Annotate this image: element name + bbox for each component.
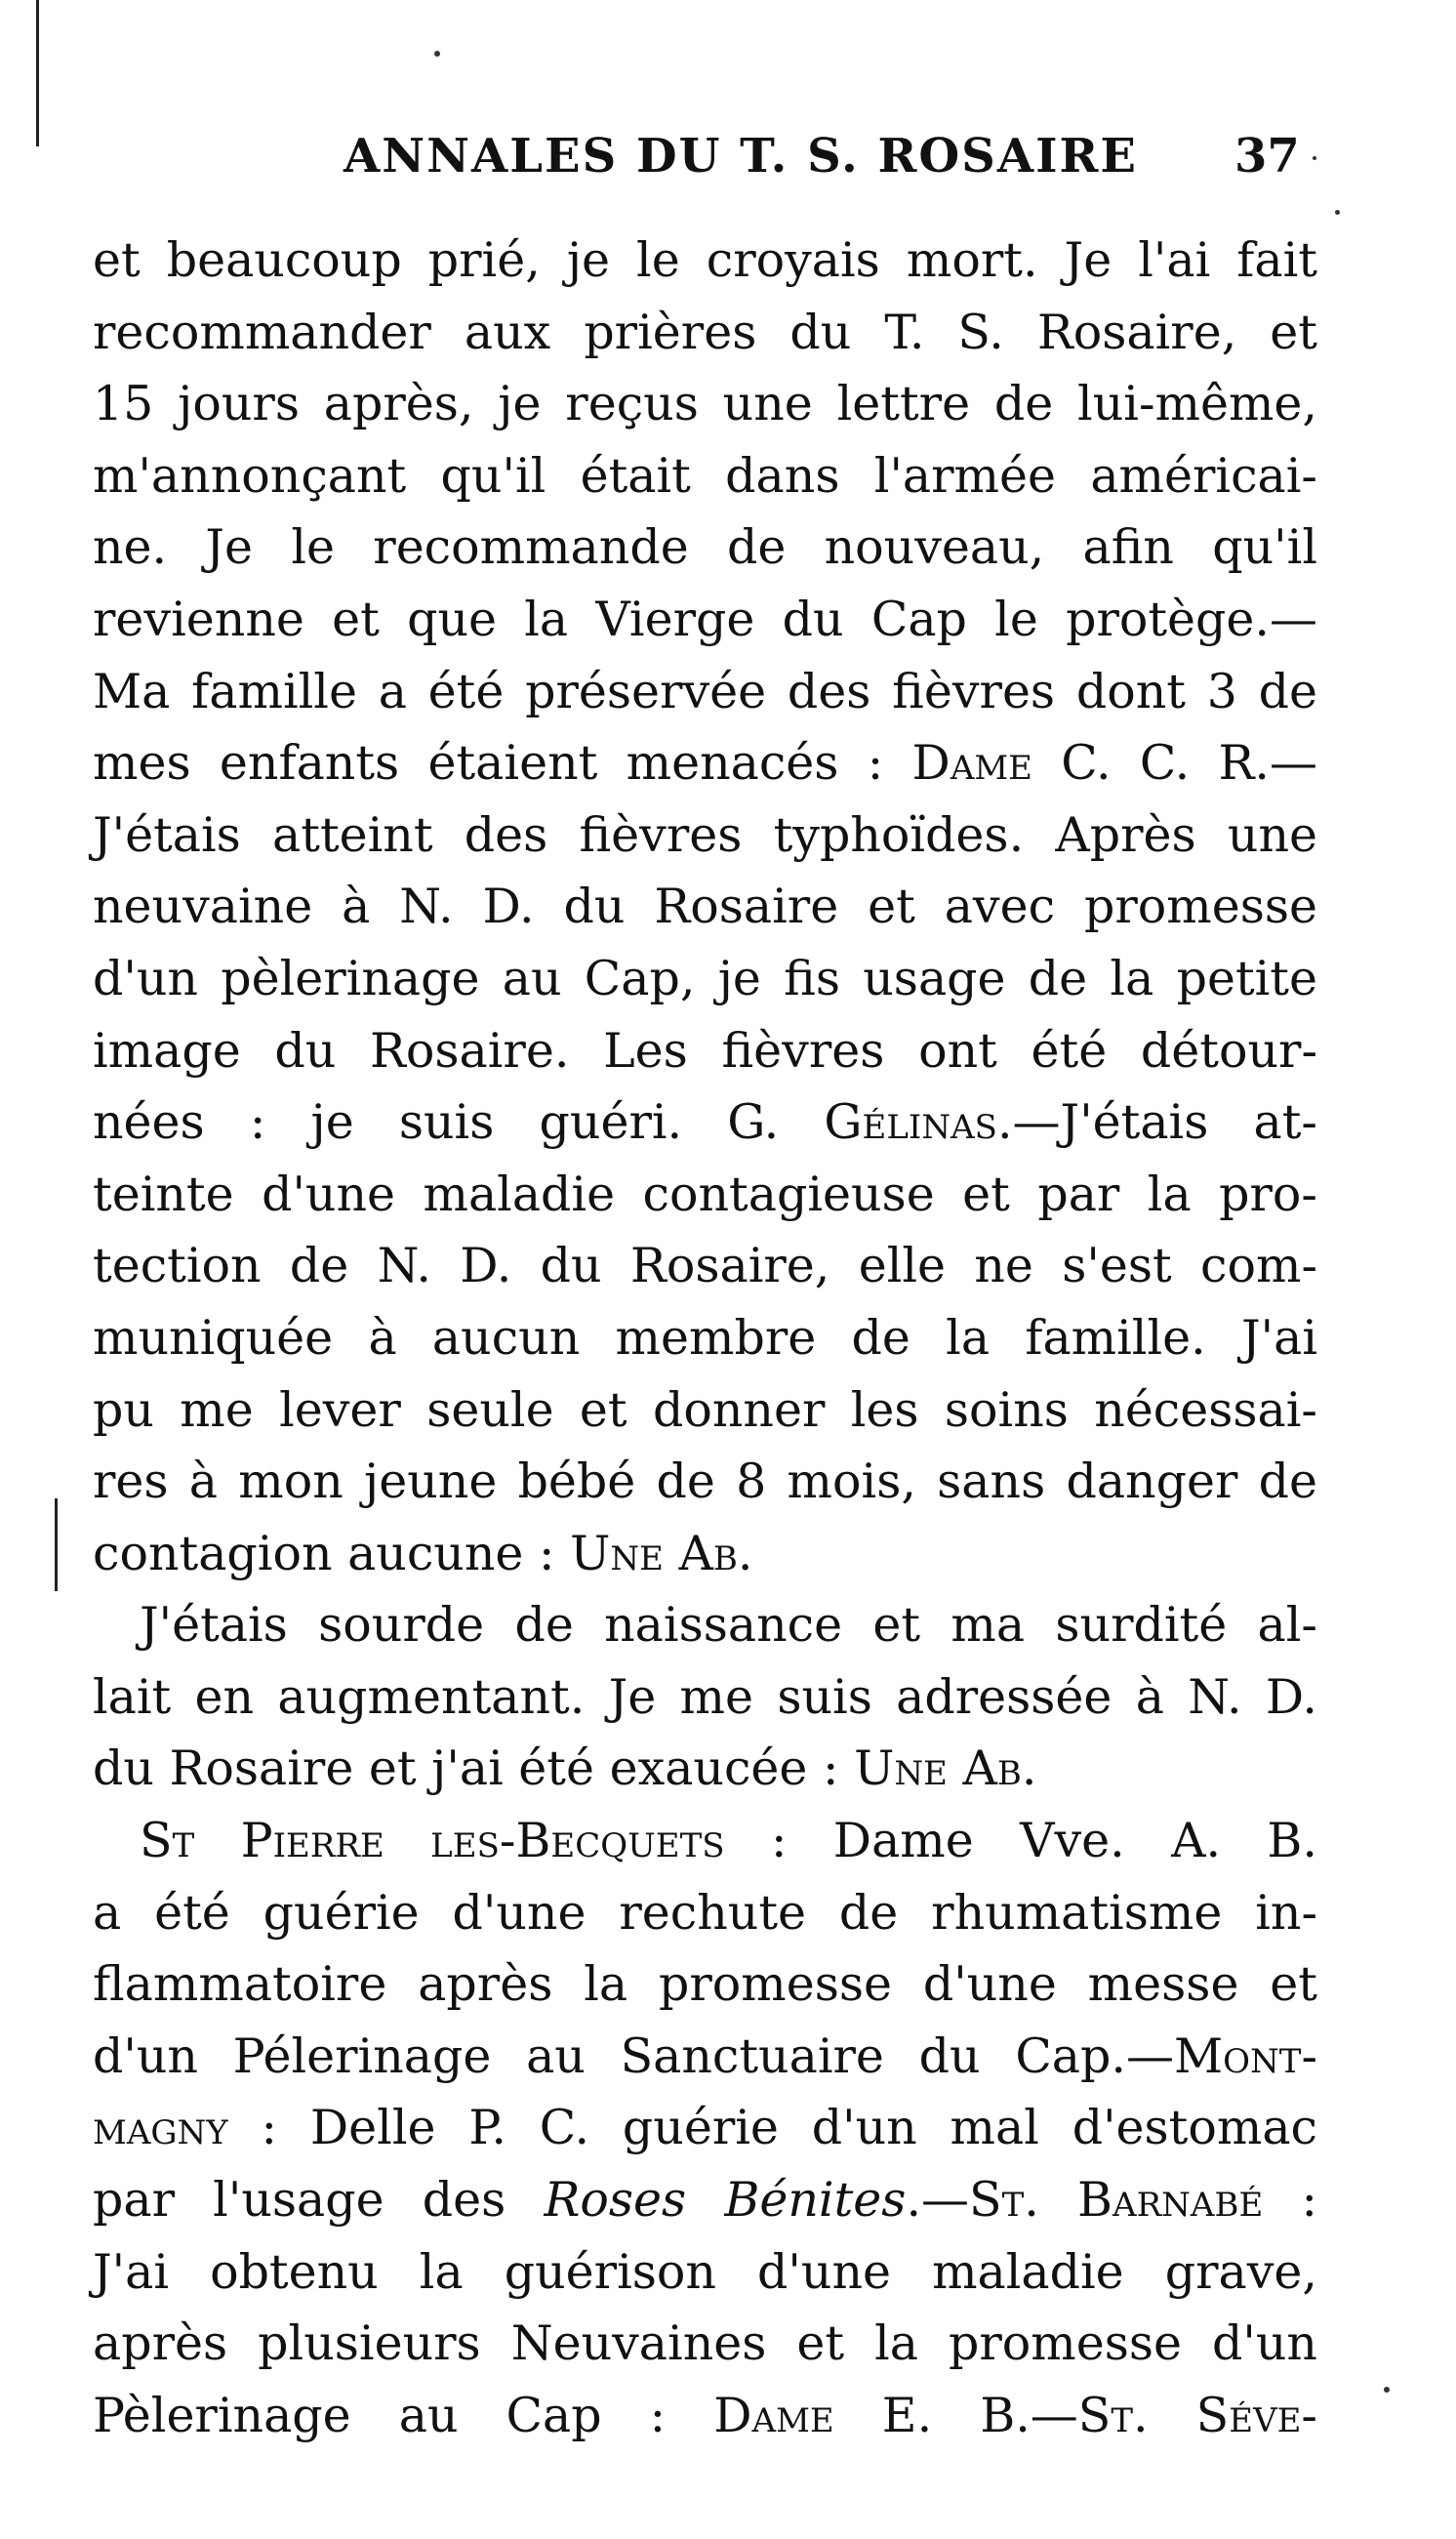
- text-span: image du Rosaire. Les fièvres ont été détour-: [93, 1022, 1317, 1079]
- italic-term: Roses Bénites: [544, 2172, 907, 2229]
- ink-speck: [1384, 2387, 1390, 2393]
- page-number: 37: [1234, 129, 1300, 184]
- text-line: [93, 1015, 1317, 1087]
- text-line: [93, 799, 1317, 872]
- text-span: m'annonçant qu'il était dans l'armée américai-: [93, 447, 1317, 504]
- text-line: [93, 2021, 1317, 2093]
- text-line: [93, 1589, 1317, 1661]
- text-line: [93, 368, 1317, 440]
- text-span: recommander aux prières du T. S. Rosaire, et: [93, 304, 1317, 360]
- place-name: St. Barnabé: [969, 2172, 1264, 2229]
- signature-name: Dame: [911, 735, 1033, 792]
- text-line: [93, 297, 1317, 369]
- text-span: J'ai obtenu la guérison d'une maladie grave,: [93, 2243, 1317, 2300]
- text-span: a été guérie d'une rechute de rhumatisme in-: [93, 1884, 1317, 1941]
- text-span: contagion aucune :: [93, 1525, 571, 1581]
- text-line: [93, 1877, 1317, 1949]
- text-span: .—J'étais at-: [996, 1094, 1317, 1151]
- text-line: [93, 1805, 1317, 1877]
- text-span: muniquée à aucun membre de la famille. J'ai: [93, 1309, 1317, 1366]
- text-line: [93, 1733, 1317, 1805]
- place-name: Mont-: [1173, 2027, 1317, 2084]
- margin-rule: [36, 0, 39, 146]
- signature-name: Gélinas: [824, 1094, 997, 1151]
- text-line: [93, 1086, 1317, 1159]
- text-line: [93, 1159, 1317, 1231]
- text-line: [93, 225, 1317, 297]
- text-line: [93, 2308, 1317, 2380]
- text-line: [93, 1518, 1317, 1590]
- ink-speck: [434, 51, 440, 57]
- text-span: J'étais atteint des fièvres typhoïdes. Après une: [93, 806, 1317, 863]
- text-span: neuvaine à N. D. du Rosaire et avec promesse: [93, 879, 1317, 935]
- text-line: [93, 1302, 1317, 1374]
- text-span: d'un Pélerinage au Sanctuaire du Cap.—: [93, 2027, 1174, 2084]
- text-line: [93, 2236, 1317, 2309]
- margin-rule: [55, 1498, 58, 1591]
- text-span: Ma famille a été préservée des fièvres dont 3 de: [93, 663, 1317, 719]
- text-line: [93, 1446, 1317, 1518]
- text-span: E. B.—: [833, 2387, 1078, 2443]
- text-span: res à mon jeune bébé de 8 mois, sans danger de: [93, 1454, 1317, 1510]
- text-line: [93, 1661, 1317, 1734]
- text-span: : Dame Vve. A. B.: [724, 1813, 1317, 1869]
- text-span: teinte d'une maladie contagieuse et par la pro-: [93, 1166, 1317, 1222]
- text-span: J'étais sourde de naissance et ma surdité al-: [140, 1597, 1317, 1654]
- place-name: St. Séve-: [1077, 2387, 1317, 2443]
- ink-speck: [1335, 210, 1340, 215]
- text-span: tection de N. D. du Rosaire, elle ne s'est com-: [93, 1238, 1317, 1294]
- running-title: ANNALES DU T. S. ROSAIRE: [344, 129, 1139, 184]
- text-line: [93, 440, 1317, 512]
- text-span: et beaucoup prié, je le croyais mort. Je l'ai fait: [93, 232, 1317, 288]
- text-span: ne. Je le recommande de nouveau, afin qu'il: [93, 519, 1317, 576]
- text-line: [93, 727, 1317, 799]
- ink-speck: [1313, 156, 1316, 160]
- text-line: [93, 1230, 1317, 1302]
- text-span: C. C. R.—: [1032, 735, 1318, 792]
- text-line: [93, 1948, 1317, 2021]
- text-span: lait en augmentant. Je me suis adressée à N. D.: [93, 1668, 1317, 1725]
- signature-name: Une Ab.: [570, 1525, 753, 1581]
- text-span: flammatoire après la promesse d'une messe et: [93, 1956, 1317, 2013]
- text-span: .—: [906, 2172, 970, 2229]
- text-span: après plusieurs Neuvaines et la promesse d'un: [93, 2315, 1317, 2372]
- running-header: [0, 129, 1456, 197]
- text-line: [93, 2092, 1317, 2164]
- text-line: [93, 871, 1317, 943]
- text-line: [93, 512, 1317, 584]
- text-line: [93, 584, 1317, 656]
- text-span: : Delle P. C. guérie d'un mal d'estomac: [227, 2100, 1317, 2156]
- signature-name: Dame: [713, 2387, 834, 2443]
- text-line: [93, 1374, 1317, 1447]
- text-span: du Rosaire et j'ai été exaucée :: [93, 1740, 855, 1797]
- text-line: [93, 2164, 1317, 2236]
- text-line: [93, 943, 1317, 1015]
- text-line: [93, 2380, 1317, 2452]
- text-span: pu me lever seule et donner les soins nécessai-: [93, 1381, 1317, 1438]
- text-span: d'un pèlerinage au Cap, je fis usage de la petite: [93, 950, 1317, 1006]
- place-name: magny: [93, 2100, 228, 2156]
- text-span: 15 jours après, je reçus une lettre de lui-même,: [93, 376, 1317, 432]
- place-name: St Pierre les-Becquets: [140, 1813, 725, 1869]
- text-span: par l'usage des: [93, 2172, 545, 2229]
- signature-name: Une Ab.: [854, 1740, 1037, 1797]
- text-span: Pèlerinage au Cap :: [93, 2387, 714, 2443]
- text-span: revienne et que la Vierge du Cap le protège.—: [93, 591, 1317, 647]
- text-span: nées : je suis guéri. G.: [93, 1094, 825, 1151]
- text-span: mes enfants étaient menacés :: [93, 735, 912, 792]
- text-span: :: [1263, 2172, 1317, 2229]
- body-text: [93, 225, 1317, 2451]
- text-line: [93, 656, 1317, 728]
